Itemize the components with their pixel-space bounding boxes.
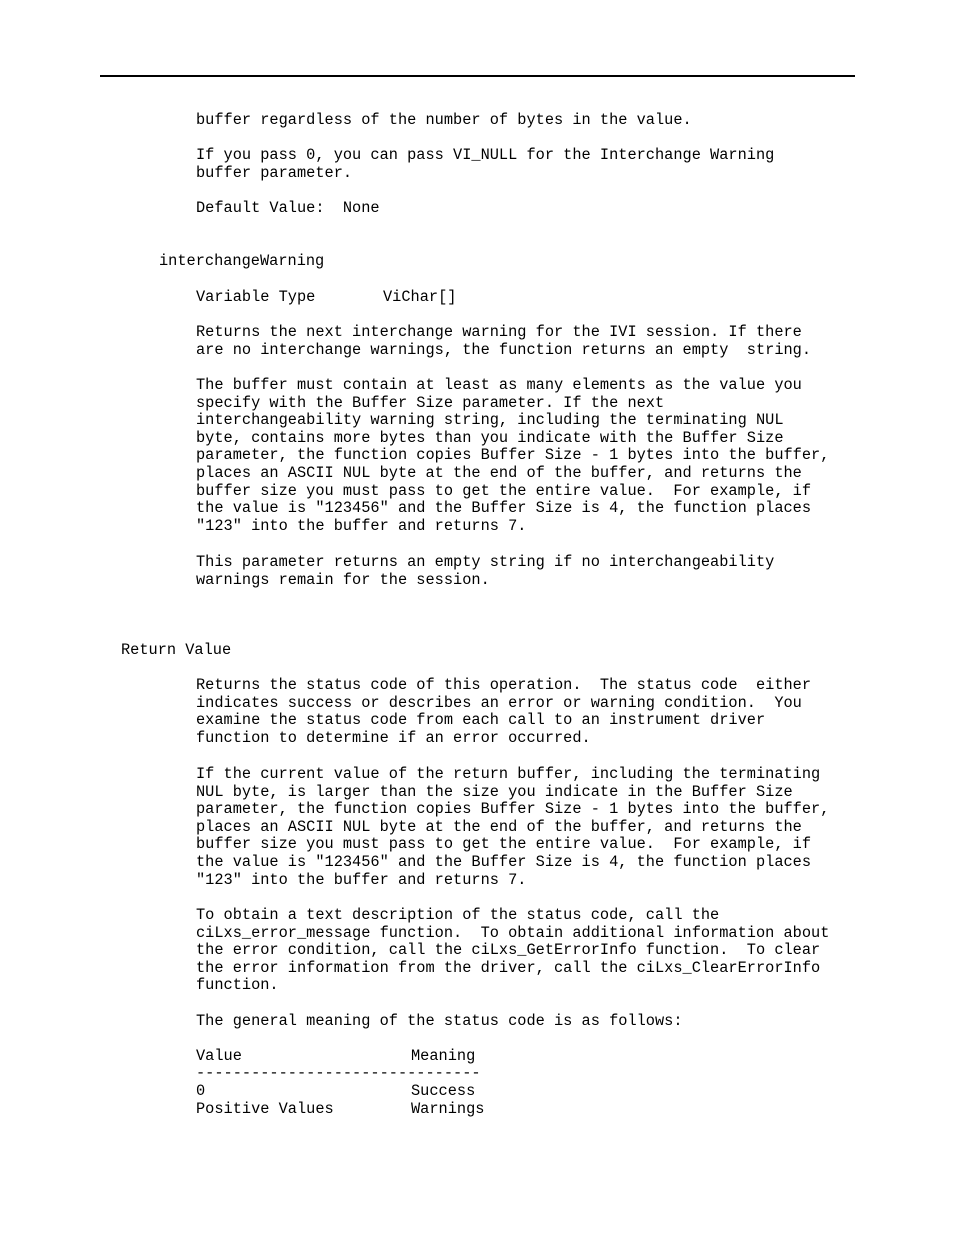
table-row-meaning: Success bbox=[411, 1082, 476, 1100]
header-rule bbox=[100, 75, 855, 77]
continuation-paragraph-2: If you pass 0, you can pass VI_NULL for the Interchange Warning buffer parameter. bbox=[196, 146, 775, 182]
table-row-value: 0 bbox=[196, 1082, 206, 1100]
default-value-text: Default Value: None bbox=[196, 199, 380, 217]
variable-type-value: ViChar[] bbox=[383, 288, 457, 306]
table-row-meaning: Warnings bbox=[411, 1100, 485, 1118]
table-row-value: Positive Values bbox=[196, 1100, 334, 1118]
table-header-meaning: Meaning bbox=[411, 1047, 476, 1065]
table-header-value: Value bbox=[196, 1047, 242, 1065]
parameter-heading-interchange-warning: interchangeWarning bbox=[159, 252, 325, 270]
table-separator: ------------------------------- bbox=[196, 1064, 481, 1082]
return-value-paragraph-1: Returns the status code of this operation. The status code either indicates success or describes an error or warning condition. You examine the status code from each call to an instrument driver function to determine if an error occurred. bbox=[196, 676, 812, 747]
section-heading-return-value: Return Value bbox=[121, 641, 232, 659]
return-value-paragraph-2: If the current value of the return buffer, including the terminating NUL byte, is larger than the size you indicate in the Buffer Size parameter, the function copies Buffer Size - 1 bytes into the buffer, places an ASCII NUL byte at the end of the buffer, and returns the buffer size you must pass to get the entire value. For example, if the value is "123456" and the Buffer Size is 4, the function places "123" into the buffer and returns 7. bbox=[196, 765, 830, 889]
return-value-paragraph-3: To obtain a text description of the status code, call the ciLxs_error_message function. To obtain additional information about the error condition, call the ciLxs_GetErrorInfo function. To clear the error information from the driver, call the ciLxs_ClearErrorInfo function. bbox=[196, 906, 830, 995]
interchange-warning-paragraph-2: The buffer must contain at least as many elements as the value you specify with the Buffer Size parameter. If the next interchangeability warning string, including the terminating NUL byte, contains more bytes than you indicate with the Buffer Size parameter, the function copies Buffer Size - 1 bytes into the buffer, places an ASCII NUL byte at the end of the buffer, and returns the buffer size you must pass to get the entire value. For example, if the value is "123456" and the Buffer Size is 4, the function places "123" into the buffer and returns 7. bbox=[196, 376, 830, 535]
interchange-warning-paragraph-1: Returns the next interchange warning for the IVI session. If there are no interchange warnings, the function returns an empty string. bbox=[196, 323, 812, 359]
interchange-warning-paragraph-3: This parameter returns an empty string if no interchangeability warnings remain for the session. bbox=[196, 553, 775, 589]
return-value-paragraph-4: The general meaning of the status code is as follows: bbox=[196, 1012, 683, 1030]
continuation-paragraph-1: buffer regardless of the number of bytes in the value. bbox=[196, 111, 692, 129]
variable-type-label: Variable Type bbox=[196, 288, 316, 306]
